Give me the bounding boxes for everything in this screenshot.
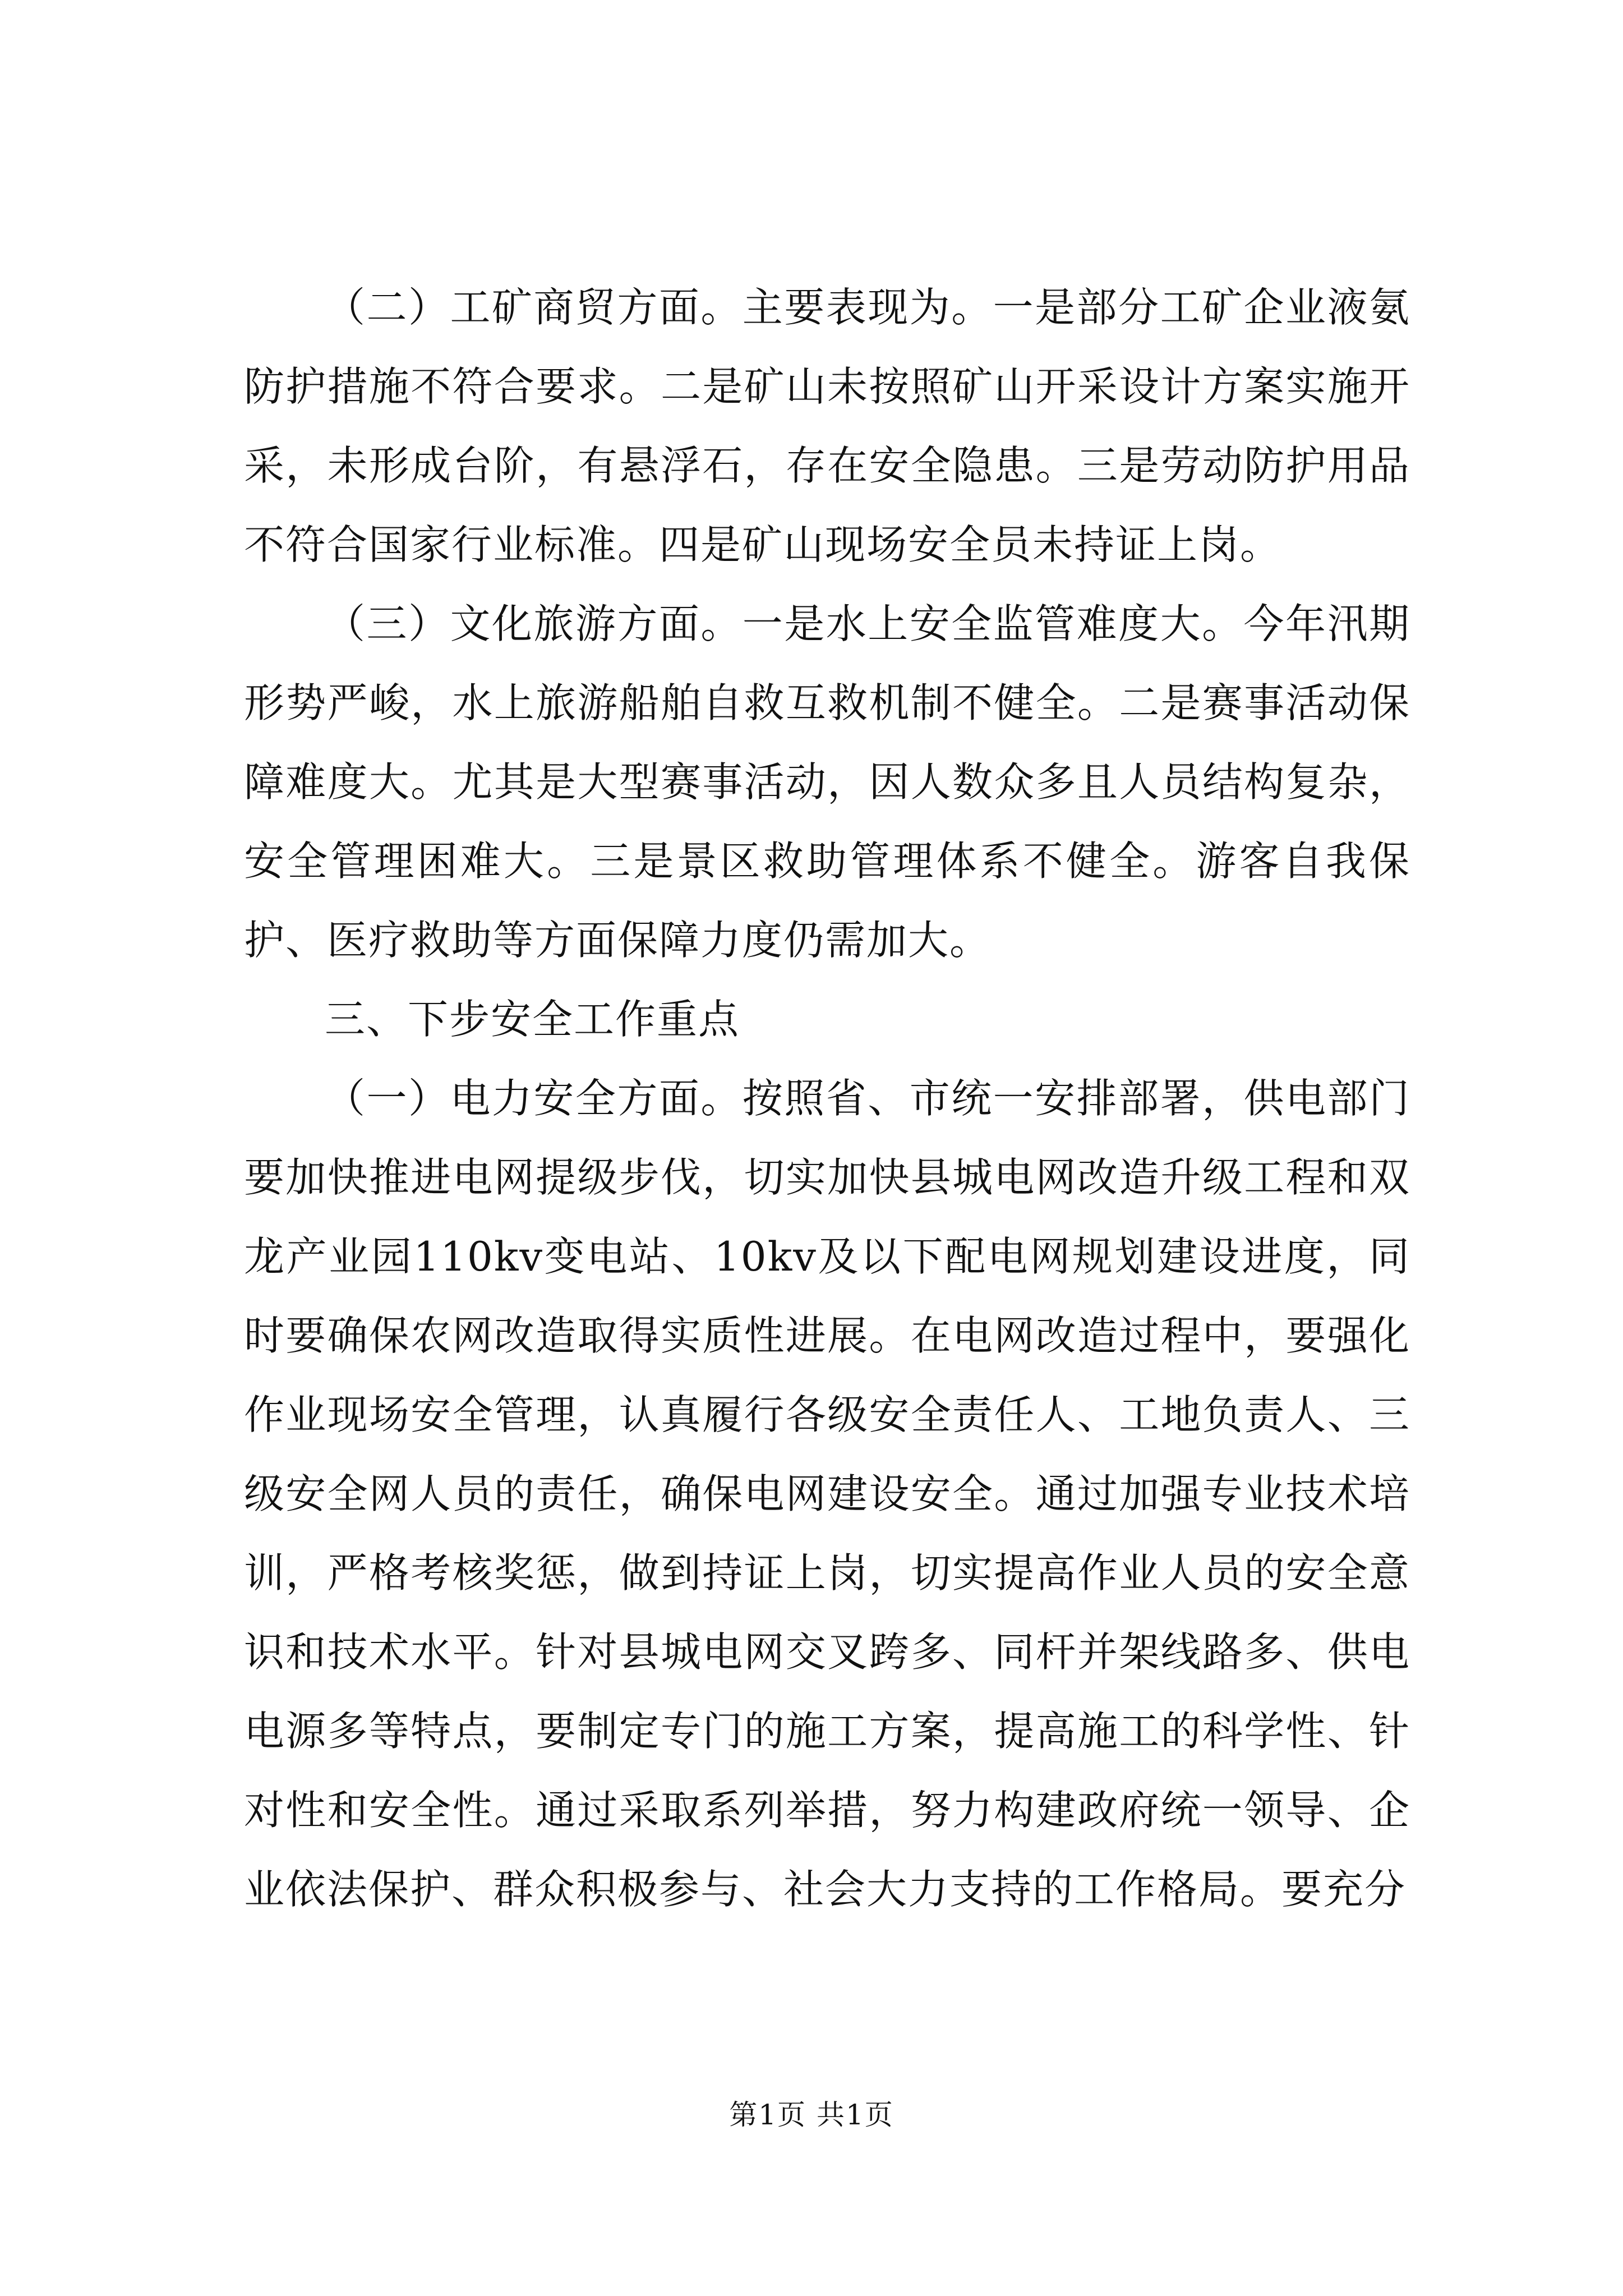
section-heading-next-steps: 三、下步安全工作重点 [325,996,740,1043]
paragraph-mining-trade: （二）工矿商贸方面。主要表现为。一是部分工矿企业液氨防护措施不符合要求。二是矿山未按照矿山开采设计方案实施开采，未形成台阶，有悬浮石，存在安全隐患。三是劳动防护用品不符合国家行业标准。四是矿山现场安全员未持证上岗。 [244,284,1410,568]
paragraph-power-safety: （一）电力安全方面。按照省、市统一安排部署，供电部门要加快推进电网提级步伐，切实加快县城电网改造升级工程和双龙产业园110kv变电站、10kv及以下配电网规划建设进度，同时要确保农网改造取得实质性进展。在电网改造过程中，要强化作业现场安全管理，认真履行各级安全责任人、工地负责人、三级安全网人员的责任，确保电网建设安全。通过加强专业技术培训，严格考核奖惩，做到持证上岗，切实提高作业人员的安全意识和技术水平。针对县城电网交叉跨多、同杆并架线路多、供电电源多等特点，要制定专门的施工方案，提高施工的科学性、针对性和安全性。通过采取系列举措，努力构建政府统一领导、企业依法保护、群众积极参与、社会大力支持的工作格局。要充分 [244,1075,1410,1913]
page-number-footer: 第1页 共1页 [729,2099,894,2131]
paragraph-culture-tourism: （三）文化旅游方面。一是水上安全监管难度大。今年汛期形势严峻，水上旅游船舶自救互救机制不健全。二是赛事活动保障难度大。尤其是大型赛事活动，因人数众多且人员结构复杂，安全管理困难大。三是景区救助管理体系不健全。游客自我保护、医疗救助等方面保障力度仍需加大。 [244,600,1410,964]
document-body [244,268,1410,1929]
